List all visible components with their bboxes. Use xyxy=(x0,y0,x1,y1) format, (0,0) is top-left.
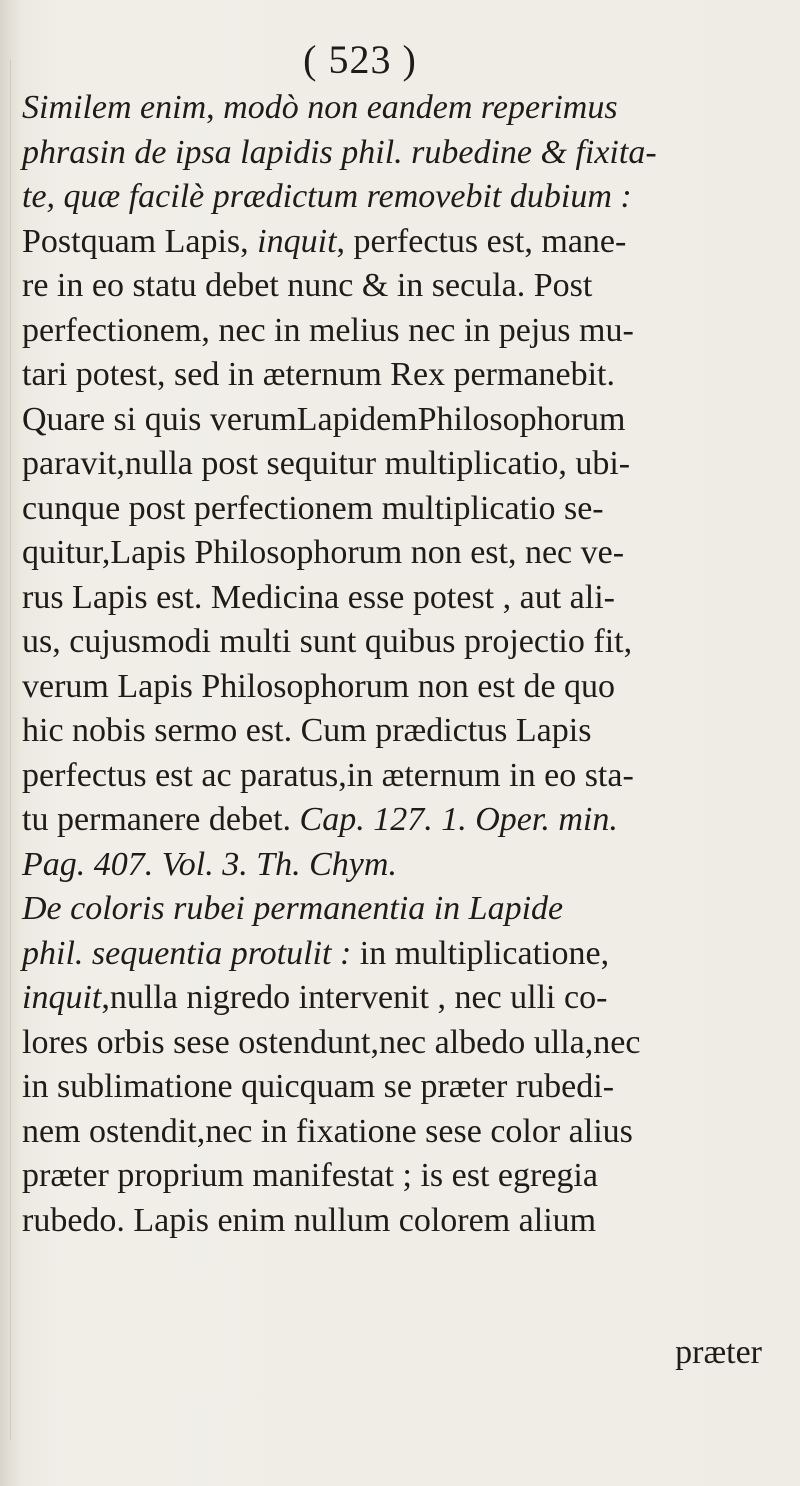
text-line xyxy=(22,798,792,843)
text-line xyxy=(22,976,792,1021)
text-line xyxy=(22,620,792,665)
text-line xyxy=(22,754,792,799)
text-line xyxy=(22,353,792,398)
text-line xyxy=(22,487,792,532)
text-line xyxy=(22,1021,792,1066)
italic-text: De coloris rubei permanentia in Lapide xyxy=(22,890,564,927)
text-line xyxy=(22,220,792,265)
text-line xyxy=(22,398,792,443)
text-line xyxy=(22,264,792,309)
catchword: præter xyxy=(675,1334,762,1371)
italic-text: Cap. 127. 1. Oper. min. xyxy=(299,801,618,838)
text-line xyxy=(22,887,792,932)
roman-text: , perfectus est, mane- xyxy=(336,222,627,260)
text-line xyxy=(22,309,792,354)
roman-text: rubedo. Lapis enim nullum colorem alium xyxy=(22,1201,597,1239)
text-line xyxy=(22,531,792,576)
roman-text: Quare si quis verumLapidemPhilosophorum xyxy=(22,400,626,438)
text-line xyxy=(22,1110,792,1155)
roman-text: nem ostendit,nec in fixatione sese color alius xyxy=(22,1112,633,1150)
page-number: ( 523 ) xyxy=(303,37,417,82)
italic-text: inquit xyxy=(22,979,102,1016)
roman-text: tu permanere debet. xyxy=(22,801,300,838)
roman-text: quitur,Lapis Philosophorum non est, nec ve- xyxy=(22,534,625,571)
italic-text: Pag. 407. Vol. 3. Th. Chym. xyxy=(22,845,397,883)
italic-text: inquit xyxy=(257,222,337,260)
italic-text: Similem enim xyxy=(22,89,207,126)
roman-text: us, cujusmodi multi sunt quibus projectio fit, xyxy=(22,623,633,660)
text-line xyxy=(22,1065,792,1110)
italic-text: te, quæ facilè prædictum removebit dubium : xyxy=(22,178,632,215)
roman-text: rus Lapis est. Medicina esse potest , aut ali- xyxy=(22,578,615,616)
roman-text: tari potest, sed in æternum Rex permanebit. xyxy=(22,356,615,393)
roman-text: paravit,nulla post sequitur multiplicatio, ubi- xyxy=(22,445,631,482)
page-gutter-line xyxy=(10,60,11,1440)
roman-text: perfectus est ac paratus,in æternum in eo sta- xyxy=(22,756,634,794)
roman-text: verum Lapis Philosophorum non est de quo xyxy=(22,667,616,705)
text-line xyxy=(22,843,792,888)
roman-text: lores orbis sese ostendunt,nec albedo ulla,nec xyxy=(22,1023,641,1061)
text-line xyxy=(22,175,792,220)
text-line xyxy=(22,709,792,754)
roman-text: , xyxy=(206,89,224,126)
italic-text: modò non eandem reperimus xyxy=(223,89,618,126)
roman-text: Postquam Lapis, xyxy=(22,222,258,260)
roman-text: hic nobis sermo est. Cum prædictus Lapis xyxy=(22,712,592,749)
roman-text: in multiplicatione, xyxy=(359,934,610,972)
roman-text: cunque post perfectionem multiplicatio se- xyxy=(22,489,604,527)
roman-text: in sublimatione quicquam se præter rubedi- xyxy=(22,1068,615,1105)
roman-text: perfectionem, nec in melius nec in pejus mu- xyxy=(22,311,634,349)
roman-text: ,nulla nigredo intervenit , nec ulli co- xyxy=(101,979,608,1016)
body-text xyxy=(22,86,792,1243)
text-line xyxy=(22,576,792,621)
italic-text: phrasin de ipsa lapidis phil. rubedine & fixita- xyxy=(22,133,657,171)
text-line xyxy=(22,932,792,977)
text-line xyxy=(22,1154,792,1199)
roman-text: re in eo statu debet nunc & in secula. Post xyxy=(22,267,593,304)
text-line xyxy=(22,665,792,710)
text-line xyxy=(22,442,792,487)
text-line xyxy=(22,1199,792,1244)
italic-text: phil. sequentia protulit : xyxy=(22,934,360,972)
text-line xyxy=(22,86,792,131)
roman-text: præter proprium manifestat ; is est egregia xyxy=(22,1157,598,1194)
text-line xyxy=(22,131,792,176)
